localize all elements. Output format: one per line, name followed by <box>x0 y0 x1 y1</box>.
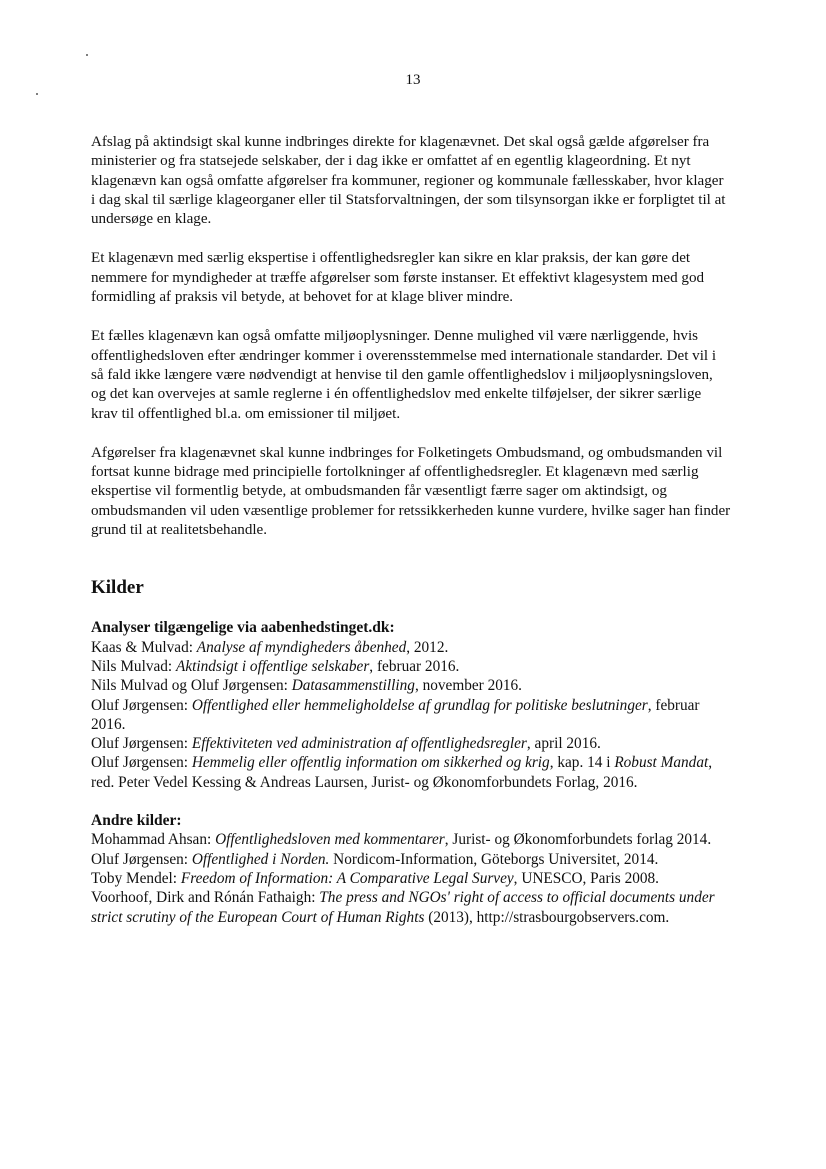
reference-item: Oluf Jørgensen: Hemmelig eller offentlig information om sikkerhed og krig, kap. 14 i Robust Mandat, red. Peter Vedel Kessing & Andreas Laursen, Jurist- og Økonomforbundets Forlag, 2016. <box>91 754 713 791</box>
sources-heading: Kilder <box>91 577 144 599</box>
reference-title: Datasammenstilling <box>291 677 415 695</box>
paragraph-board-expertise: Et klagenævn med særlig ekspertise i offentlighedsregler kan sikre en klar praksis, der kan gøre det nemmere for myndigheder at træffe afgørelser som første instanser. Et effektivt klagesystem med god formidling af praksis vil betyde, at behovet for at klage bliver mindre. <box>91 250 705 306</box>
other-sources-heading: Andre kilder: <box>91 812 182 830</box>
page-number: 13 <box>405 72 421 88</box>
analyses-list <box>91 638 731 792</box>
reference-title: Aktindsigt i offentlige selskaber <box>175 657 370 675</box>
reference-title: Robust Mandat <box>614 754 709 772</box>
reference-item: Nils Mulvad og Oluf Jørgensen: Datasammenstilling, november 2016. <box>91 677 522 695</box>
paragraph-environmental-info: Et fælles klagenævn kan også omfatte miljøoplysninger. Denne mulighed vil være nærliggende, hvis offentlighedsloven efter ændringer kommer i overensstemmelse med internationale standarder. Det vil i så fald ikke længere være nødvendigt at henvise til den gamle offentlighedslov i miljøoplysningsloven, og det kan overvejes at samle reglerne i én offentlighedslov med enkelte tilføjelser, der sikrer særlige krav til offentlighed bl.a. om emissioner til miljøet. <box>91 328 717 422</box>
document-body <box>91 133 731 946</box>
other-sources-list <box>91 830 731 926</box>
reference-item: Toby Mendel: Freedom of Information: A Comparative Legal Survey, UNESCO, Paris 2008. <box>91 869 659 887</box>
reference-title: Analyse af myndigheders åbenhed <box>196 638 407 656</box>
reference-item: Kaas & Mulvad: Analyse af myndigheders åbenhed, 2012. <box>91 638 449 656</box>
scan-speck <box>36 93 38 95</box>
paragraph-ombudsman: Afgørelser fra klagenævnet skal kunne indbringes for Folketingets Ombudsmand, og ombudsmanden vil fortsat kunne bidrage med principielle fortolkninger af offentlighedsregler. Et klagenævn med særlig ekspertise vil formentlig betyde, at ombudsmanden får væsentligt færre sager om aktindsigt, og ombudsmanden vil uden væsentlige problemer for retssikkerheden kunne vurdere, hvilke sager han finder grund til at realitetsbehandle. <box>91 444 731 539</box>
reference-title: Effektiviteten ved administration af offentlighedsregler <box>191 735 527 753</box>
reference-item: Mohammad Ahsan: Offentlighedsloven med kommentarer, Jurist- og Økonomforbundets forlag 2014. <box>91 831 712 849</box>
reference-item: Voorhoof, Dirk and Rónán Fathaigh: The press and NGOs' right of access to official documents under strict scrutiny of the European Court of Human Rights (2013), http://strasbourgobservers.com. <box>91 889 715 926</box>
reference-item: Oluf Jørgensen: Offentlighed i Norden. Nordicom-Information, Göteborgs Universitet, 2014. <box>91 850 659 868</box>
reference-title: Offentlighed i Norden. <box>191 850 330 868</box>
scan-speck <box>86 54 88 56</box>
reference-item: Nils Mulvad: Aktindsigt i offentlige selskaber, februar 2016. <box>91 657 460 675</box>
analyses-heading: Analyser tilgængelige via aabenhedstinget.dk: <box>91 619 395 637</box>
reference-title: Offentlighedsloven med kommentarer <box>215 831 445 849</box>
reference-title: The press and NGOs' right of access to official documents under strict scrutiny of the European Court of Human Rights <box>91 889 715 926</box>
paragraph-complaints-access: Afslag på aktindsigt skal kunne indbringes direkte for klagenævnet. Det skal også gælde afgørelser fra ministerier og fra statsejede selskaber, der i dag ikke er omfattet af en egentlig klageordning. Et nyt klagenævn kan også omfatte afgørelser fra kommuner, regioner og kommunale fællesskaber, hvor klager i dag skal til særlige klageorganer eller til Statsforvaltningen, der som tilsynsorgan ikke er forpligtet til at undersøge en klage. <box>91 134 726 228</box>
reference-title: Freedom of Information: A Comparative Legal Survey <box>180 869 514 887</box>
reference-title: Offentlighed eller hemmeligholdelse af grundlag for politiske beslutninger <box>191 696 648 714</box>
reference-item: Oluf Jørgensen: Offentlighed eller hemmeligholdelse af grundlag for politiske beslutninger, februar 2016. <box>91 696 700 733</box>
reference-item: Oluf Jørgensen: Effektiviteten ved administration af offentlighedsregler, april 2016. <box>91 735 601 753</box>
reference-title: Hemmelig eller offentlig information om sikkerhed og krig <box>191 754 550 772</box>
